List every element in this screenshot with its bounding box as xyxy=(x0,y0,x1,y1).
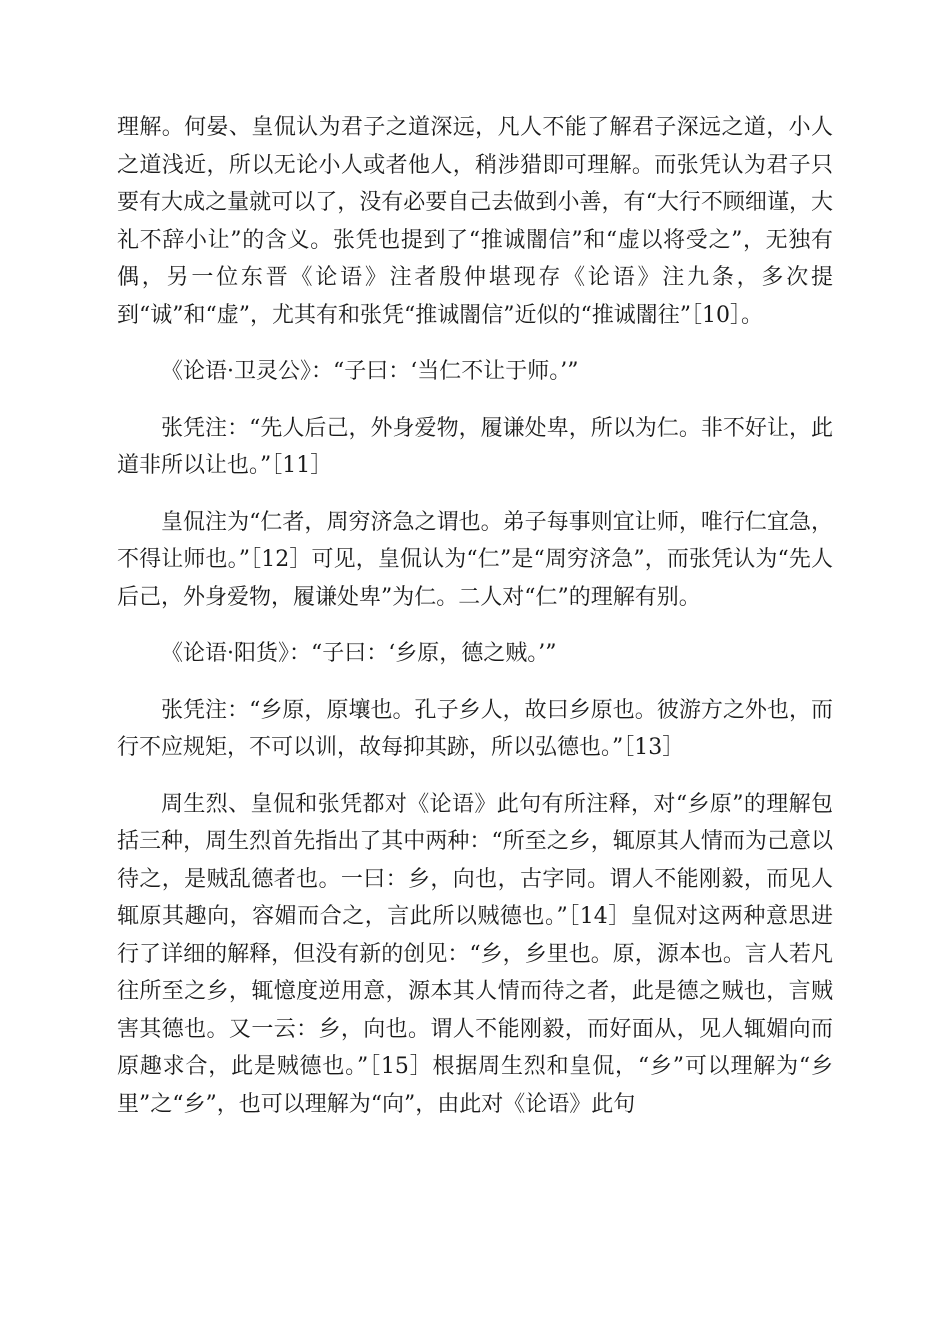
paragraph-quote-weilinggong: 《论语·卫灵公》：“子曰：‘当仁不让于师。’” xyxy=(161,359,579,384)
paragraph-continuation: 理解。何晏、皇侃认为君子之道深远，凡人不能了解君子深远之道，小人之道浅近，所以无论小人或者他人，稍涉猎即可理解。而张凭认为君子只要有大成之量就可以了，没有必要自己去做到小善，有“大行不顾细谨，大礼不辞小让”的含义。张凭也提到了“推诚闇信”和“虚以将受之”，无独有偶，另一位东晋《论语》注者殷仲堪现存《论语》注九条，多次提到“诚”和“虚”，尤其有和张凭“推诚闇信”近似的“推诚闇往”［10］。 xyxy=(117,115,833,328)
paragraph-huangkan-note-ren: 皇侃注为“仁者，周穷济急之谓也。弟子每事则宜让师，唯行仁宜急，不得让师也。”［12］可见，皇侃认为“仁”是“周穷济急”，而张凭认为“先人后己，外身爱物，履谦处卑”为仁。二人对“仁”的理解有别。 xyxy=(117,509,833,610)
paragraph-quote-yanghuo: 《论语·阳货》：“子曰：‘乡原，德之贼。’” xyxy=(161,641,557,666)
document-body xyxy=(117,109,833,1142)
paragraph-analysis-xiangyuan: 周生烈、皇侃和张凭都对《论语》此句有所注释，对“乡原”的理解包括三种，周生烈首先指出了其中两种：“所至之乡，辄原其人情而为己意以待之，是贼乱德者也。一曰：乡，向也，古字同。谓人不能刚毅，而见人辄原其趣向，容媚而合之，言此所以贼德也。”［14］皇侃对这两种意思进行了详细的解释，但没有新的创见：“乡，乡里也。原，源本也。言人若凡往所至之乡，辄憶度逆用意，源本其人情而待之者，此是德之贼也，言贼害其德也。又一云：乡，向也。谓人不能刚毅，而好面从，见人辄媚向而原趣求合，此是贼德也。”［15］根据周生烈和皇侃，“乡”可以理解为“乡里”之“乡”，也可以理解为“向”，由此对《论语》此句 xyxy=(117,791,833,1117)
paragraph-zhangping-note-xiangyuan: 张凭注：“乡原，原壤也。孔子乡人，故曰乡原也。彼游方之外也，而行不应规矩，不可以训，故每抑其跡，所以弘德也。”［13］ xyxy=(117,697,833,760)
paragraph-zhangping-note-ren: 张凭注：“先人后己，外身爱物，履谦处卑，所以为仁。非不好让，此道非所以让也。”［11］ xyxy=(117,415,833,478)
